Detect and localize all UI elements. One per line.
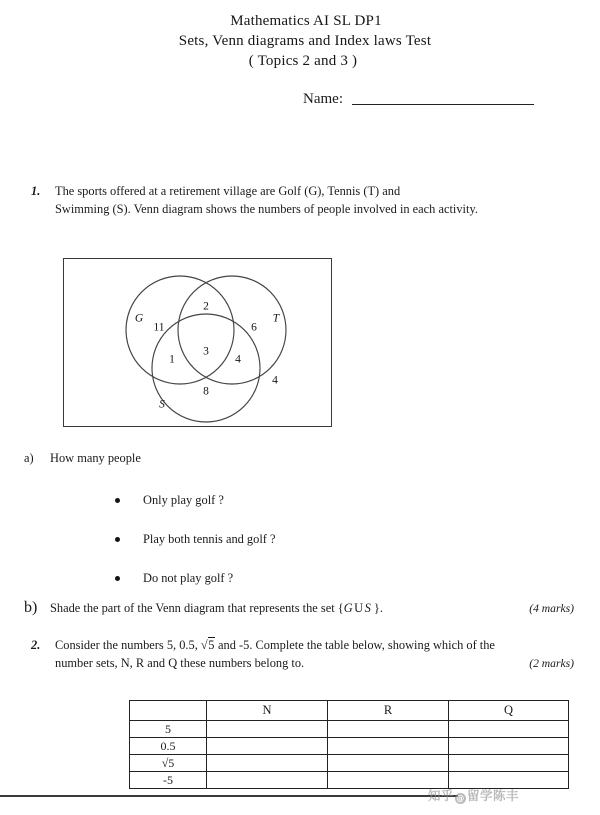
bullet-icon (115, 498, 120, 503)
title-line-1: Mathematics AI SL DP1 (230, 13, 382, 29)
footer-rule (0, 795, 458, 797)
name-label: Name: (303, 91, 343, 107)
table-cell-n[interactable] (207, 755, 328, 772)
table-cell-n[interactable] (207, 738, 328, 755)
title-line-3: ( Topics 2 and 3 ) (248, 53, 358, 69)
part-a-bullet-3: Do not play golf ? (143, 570, 234, 585)
venn-label-t: T (272, 312, 280, 325)
name-write-line[interactable] (352, 104, 534, 105)
part-b-letter: b) (24, 599, 38, 616)
question-1 (22, 183, 567, 218)
venn-label-s: S (159, 398, 165, 411)
question-2-text (55, 637, 574, 672)
question-2-line-2-row (55, 655, 574, 673)
watermark-logo-icon: @ (456, 794, 465, 803)
union-operator-icon: U (354, 601, 364, 615)
venn-diagram (63, 258, 332, 427)
part-a-prompt-row (22, 450, 567, 468)
table-cell-r[interactable] (328, 721, 449, 738)
part-a-bullet-list (22, 492, 567, 587)
question-1-number: 1. (31, 184, 41, 198)
title-line-2: Sets, Venn diagrams and Index laws Test (178, 33, 432, 49)
table-cell-r[interactable] (328, 755, 449, 772)
part-b-marks: (4 marks) (529, 602, 574, 615)
watermark-handle: 留学陈丰 (467, 788, 520, 803)
venn-value-golf-swim: 1 (169, 353, 175, 366)
part-b-set-first: G (343, 601, 353, 615)
venn-value-all-three: 3 (203, 345, 209, 358)
venn-value-golf-only: 11 (153, 321, 165, 334)
list-item (22, 570, 567, 587)
name-row (0, 91, 600, 108)
number-sets-table-wrapper (129, 700, 568, 789)
venn-circle-tennis (178, 276, 286, 384)
watermark-prefix: 知乎 (428, 788, 455, 803)
table-header-q: Q (449, 701, 569, 721)
table-row (130, 738, 569, 755)
table-cell-q[interactable] (449, 755, 569, 772)
square-root-icon: √5 (200, 638, 215, 652)
table-row (130, 755, 569, 772)
document-header (0, 0, 600, 108)
question-2-text-a: Consider the numbers 5, 0.5, (55, 638, 201, 652)
question-1-part-a (22, 450, 567, 587)
question-1-text (55, 183, 555, 218)
part-a-bullet-2: Play both tennis and golf ? (143, 531, 276, 546)
question-2-marks: (2 marks) (529, 656, 574, 670)
table-row (130, 721, 569, 738)
part-a-prompt: How many people (50, 451, 141, 465)
venn-value-tennis-only: 6 (251, 321, 257, 334)
part-a-bullet-1: Only play golf ? (143, 492, 224, 507)
table-row-label: √5 (130, 755, 207, 772)
table-header-row (130, 701, 569, 721)
venn-value-tennis-swim: 4 (235, 353, 241, 366)
table-cell-r[interactable] (328, 738, 449, 755)
question-2-text-line-2: number sets, N, R and Q these numbers belong to. (55, 655, 305, 670)
venn-value-outside: 4 (272, 374, 278, 387)
number-sets-table (129, 700, 569, 789)
part-a-letter: a) (24, 451, 34, 465)
watermark (0, 786, 600, 812)
question-1-part-b (22, 599, 574, 617)
table-cell-n[interactable] (207, 721, 328, 738)
venn-value-golf-tennis: 2 (203, 300, 209, 313)
question-2-text-b: and -5. Complete the table below, showing which of the (214, 638, 495, 652)
part-b-text-after: }. (370, 601, 383, 615)
table-cell-q[interactable] (449, 721, 569, 738)
venn-label-g: G (134, 312, 144, 325)
question-1-text-line-2: Swimming (S). Venn diagram shows the numbers of people involved in each activity. (55, 201, 478, 216)
table-header-n: N (207, 701, 328, 721)
table-row-label: 0.5 (130, 738, 207, 755)
venn-circle-golf (126, 276, 234, 384)
part-b-text-before: Shade the part of the Venn diagram that represents the set { (50, 601, 344, 615)
table-header-r: R (328, 701, 449, 721)
bullet-icon (115, 576, 120, 581)
part-b-text (50, 600, 529, 617)
table-row-label: -5 (130, 772, 207, 789)
venn-value-swim-only: 8 (203, 385, 209, 398)
question-2-number: 2. (31, 638, 41, 652)
list-item (22, 492, 567, 509)
table-cell-q[interactable] (449, 738, 569, 755)
table-row-label: 5 (130, 721, 207, 738)
question-2-text-line-1 (55, 637, 574, 655)
part-b-set-second: S (364, 601, 371, 615)
venn-circle-swimming (152, 314, 260, 422)
bullet-icon (115, 537, 120, 542)
table-header-blank (130, 701, 207, 721)
question-2-radicand: 5 (208, 638, 215, 652)
question-1-text-line-1: The sports offered at a retirement village are Golf (G), Tennis (T) and (55, 184, 401, 198)
watermark-text (428, 786, 519, 804)
venn-diagram-svg (63, 258, 332, 427)
list-item (22, 531, 567, 548)
question-2 (22, 637, 574, 672)
